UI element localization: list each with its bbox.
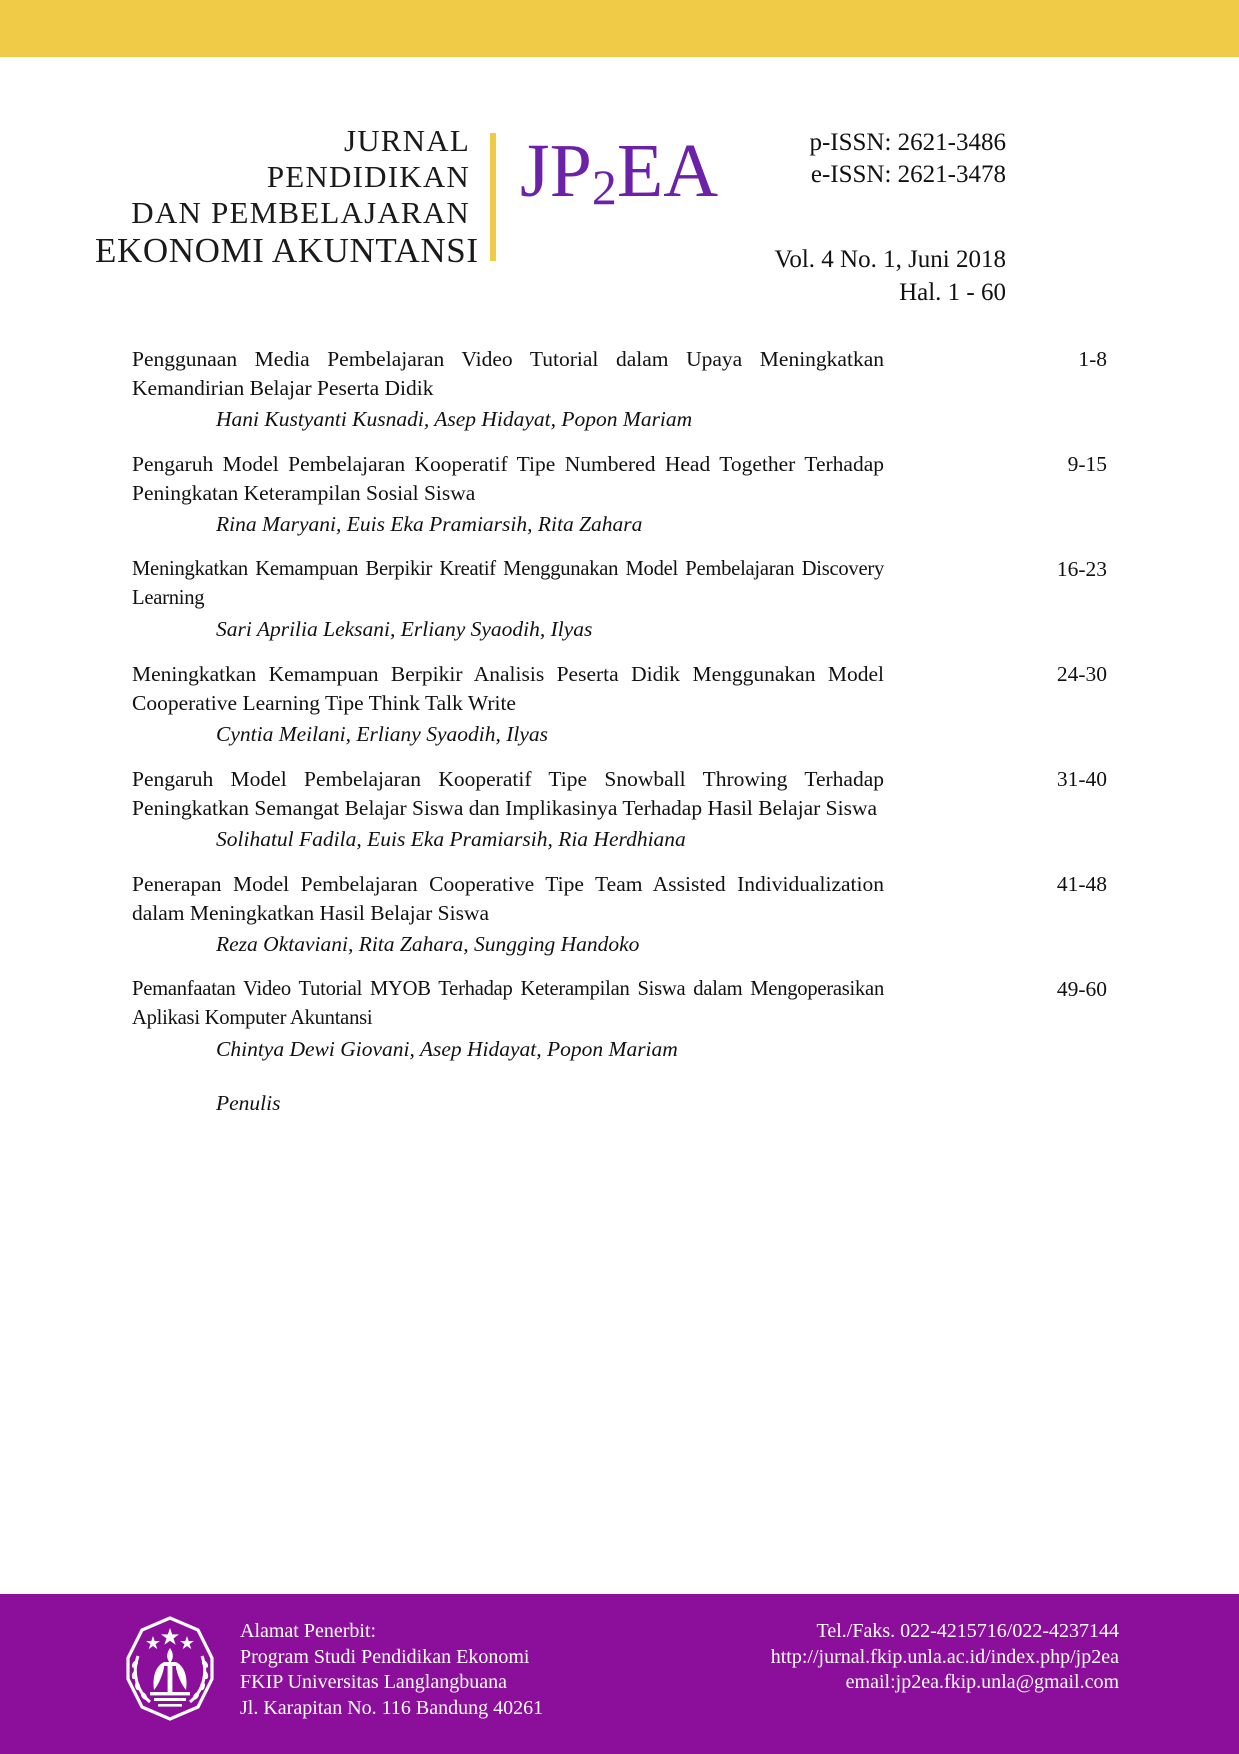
publisher-contact [771,1616,1119,1696]
contact-email[interactable]: email:jp2ea.fkip.unla@gmail.com [845,1671,1119,1693]
toc-row [132,660,1107,717]
toc-footnote-penulis: Penulis [216,1091,281,1115]
footer-band [0,1594,1239,1754]
jp2ea-logo-tail: EA [616,129,719,213]
masthead-divider [490,133,496,261]
jp2ea-logo-main: JP [520,129,592,213]
contact-phone: Tel./Faks. 022-4215716/022-4237144 [816,1620,1119,1642]
issue-block [774,243,1006,309]
toc-article-title[interactable]: Pengaruh Model Pembelajaran Kooperatif Tipe Snowball Throwing Terhadap Peningkatkan Semangat Belajar Siswa dan Implikasinya Terhadap Hasil Belajar Siswa [132,767,884,820]
toc-article-title[interactable]: Meningkatkan Kemampuan Berpikir Kreatif Menggunakan Model Pembelajaran Discovery Learning [132,558,884,609]
address-line: Program Studi Pendidikan Ekonomi [240,1645,530,1668]
address-line: Jl. Karapitan No. 116 Bandung 40261 [240,1696,544,1719]
page-range-line: Hal. 1 - 60 [899,279,1006,306]
footer-inner [0,1594,1239,1754]
toc-row [132,765,1107,822]
issue-info-block [774,105,1239,309]
toc-entry [132,450,1107,539]
journal-title-block [0,105,479,271]
toc-page-range: 31-40 [1056,767,1107,791]
toc-entry [132,870,1107,959]
address-line: Alamat Penerbit: [240,1620,377,1642]
toc-article-title[interactable]: Meningkatkan Kemampuan Berpikir Analisis Peserta Didik Menggunakan Model Cooperative Learning Tipe Think Talk Write [132,662,884,715]
toc-page-range: 49-60 [1056,977,1107,1001]
masthead [0,105,1239,310]
address-line: FKIP Universitas Langlangbuana [240,1671,507,1693]
toc-article-title[interactable]: Penerapan Model Pembelajaran Cooperative Tipe Team Assisted Individualization dalam Meningkatkan Hasil Belajar Siswa [132,872,884,925]
journal-title-line-3: DAN PEMBELAJARAN [131,195,470,230]
toc-article-title[interactable]: Pengaruh Model Pembelajaran Kooperatif Tipe Numbered Head Together Terhadap Peningkatan Keterampilan Sosial Siswa [132,452,884,505]
toc-row [132,345,1107,402]
toc-article-title[interactable]: Penggunaan Media Pembelajaran Video Tutorial dalam Upaya Meningkatkan Kemandirian Belajar Peserta Didik [132,347,884,400]
toc-row [132,450,1107,507]
toc-row [132,870,1107,927]
toc-page-range: 16-23 [1056,557,1107,581]
toc-authors: Sari Aprilia Leksani, Erliany Syaodih, Ilyas [216,617,593,641]
toc-authors: Chintya Dewi Giovani, Asep Hidayat, Popon Mariam [216,1037,678,1061]
toc-authors: Rina Maryani, Euis Eka Pramiarsih, Rita Zahara [216,512,643,536]
toc-page-range: 41-48 [1056,872,1107,896]
toc-authors: Hani Kustyanti Kusnadi, Asep Hidayat, Popon Mariam [216,407,693,431]
toc-page-range: 9-15 [1067,452,1107,476]
jp2ea-logo-subscript: 2 [591,159,617,215]
toc-article-title[interactable]: Pemanfaatan Video Tutorial MYOB Terhadap Keterampilan Siswa dalam Mengoperasikan Aplikasi Komputer Akuntansi [132,978,884,1029]
journal-title-line-2: PENDIDIKAN [266,159,470,194]
top-gold-band [0,0,1239,57]
toc-entry [132,765,1107,854]
toc-entry [132,345,1107,434]
toc-authors: Solihatul Fadila, Euis Eka Pramiarsih, Ria Herdhiana [216,827,686,851]
journal-title-line-4: EKONOMI AKUNTANSI [95,231,479,270]
publisher-address [240,1616,543,1721]
journal-title-line-1: JURNAL [343,123,470,158]
university-emblem-icon [120,1616,220,1721]
e-issn: e-ISSN: 2621-3478 [810,161,1006,188]
toc-authors: Reza Oktaviani, Rita Zahara, Sungging Handoko [216,932,640,956]
toc-row [132,975,1107,1032]
jp2ea-logo [520,129,718,221]
toc-entry [132,555,1107,644]
volume-line: Vol. 4 No. 1, Juni 2018 [774,246,1006,273]
table-of-contents [132,345,1107,1118]
toc-entry [132,975,1107,1064]
contact-website[interactable]: http://jurnal.fkip.unla.ac.id/index.php/jp2ea [770,1645,1119,1668]
toc-row [132,555,1107,612]
p-issn: p-ISSN: 2621-3486 [809,129,1006,156]
toc-page-range: 24-30 [1056,662,1107,686]
toc-page-range: 1-8 [1078,347,1107,371]
toc-authors: Cyntia Meilani, Erliany Syaodih, Ilyas [216,722,549,746]
toc-entry [132,660,1107,749]
